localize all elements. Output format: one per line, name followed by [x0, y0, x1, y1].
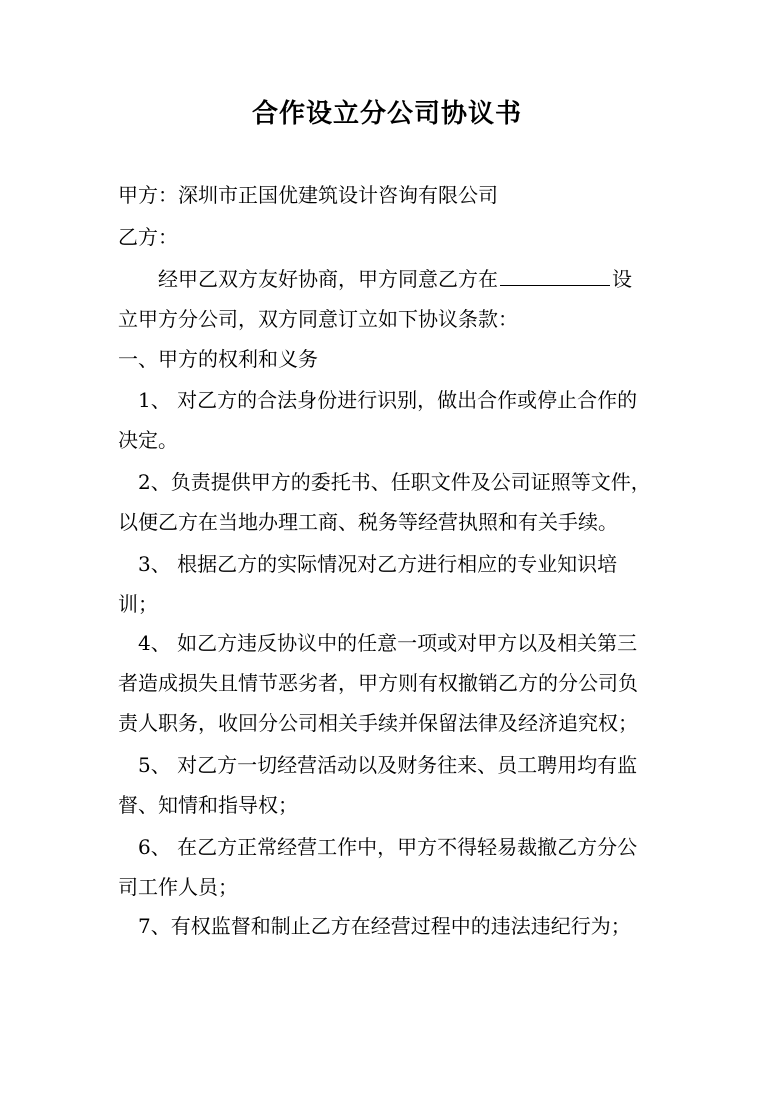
clause-6-line-2: 司工作人员；	[118, 875, 238, 899]
party-a-line: 甲方：深圳市正国优建筑设计咨询有限公司	[118, 183, 498, 207]
location-blank	[500, 263, 610, 286]
clause-1-line-1: 1、 对乙方的合法身份进行识别，做出合作或停止合作的	[138, 388, 638, 412]
clause-4-line-1: 4、 如乙方违反协议中的任意一项或对甲方以及相关第三	[138, 631, 638, 655]
intro-text-after-blank: 设	[612, 267, 632, 291]
clause-5-line-2: 督、知情和指导权；	[118, 793, 298, 817]
document-title: 合作设立分公司协议书	[251, 99, 522, 129]
section-heading: 一、甲方的权利和义务	[118, 347, 318, 371]
clause-2-line-1: 2、负责提供甲方的委托书、任职文件及公司证照等文件，	[138, 470, 651, 494]
clause-6-line-1: 6、 在乙方正常经营工作中，甲方不得轻易裁撤乙方分公	[138, 835, 638, 859]
clause-4-line-2: 者造成损失且情节恶劣者，甲方则有权撤销乙方的分公司负	[118, 671, 638, 695]
intro-text-before-blank: 经甲乙双方友好协商，甲方同意乙方在	[158, 267, 498, 291]
clause-5-line-1: 5、 对乙方一切经营活动以及财务往来、员工聘用均有监	[138, 753, 638, 777]
clause-4-line-3: 责人职务，收回分公司相关手续并保留法律及经济追究权；	[118, 711, 638, 735]
intro-paragraph-line-1	[158, 259, 632, 299]
clause-7-line-1: 7、有权监督和制止乙方在经营过程中的违法违纪行为；	[138, 914, 631, 938]
clause-2-line-2: 以便乙方在当地办理工商、税务等经营执照和有关手续。	[118, 510, 618, 534]
clause-3-line-1: 3、 根据乙方的实际情况对乙方进行相应的专业知识培	[138, 552, 618, 576]
clause-1-line-2: 决定。	[118, 428, 178, 452]
party-b-line: 乙方：	[118, 225, 178, 249]
intro-paragraph-line-2: 立甲方分公司，双方同意订立如下协议条款：	[118, 307, 518, 331]
clause-3-line-2: 训；	[118, 592, 158, 616]
